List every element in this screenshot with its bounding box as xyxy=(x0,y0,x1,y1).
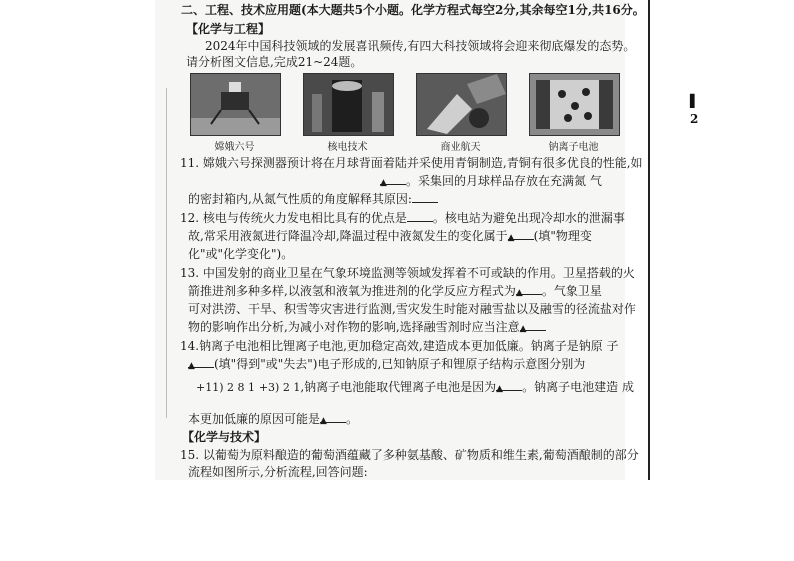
answer-blank[interactable]: ▲ xyxy=(508,229,534,240)
question-14: 14.钠离子电池相比锂离子电池,更加稳定高效,建造成本更加低廉。钠离子是钠原 子 xyxy=(180,339,619,353)
photo-caption: 钠离子电池 xyxy=(548,142,599,153)
question-14-cont: 本更加低廉的原因可能是▲ 。 xyxy=(188,412,359,426)
question-14-cont: ▲ (填"得到"或"失去")电子形成的,已知钠原子和锂原子结构示意图分别为 xyxy=(188,357,586,371)
edge-mark: ▌ xyxy=(690,94,700,108)
battery-photo xyxy=(529,73,620,136)
section-title: 【化学与技术】 xyxy=(182,430,267,444)
answer-blank[interactable]: ▲ xyxy=(496,380,522,391)
question-14-cont: +11) 2 8 1 +3) 2 1,钠离子电池能取代锂离子电池是因为▲ 。钠离子电池建造 成 xyxy=(196,380,634,394)
question-12: 12. 核电与传统火力发电相比具有的优点是 。核电站为避免出现冷却水的泄漏事 xyxy=(180,211,625,225)
photo-caption: 核电技术 xyxy=(327,142,368,153)
answer-blank[interactable] xyxy=(412,192,438,203)
question-11: 11. 嫦娥六号探测器预计将在月球背面着陆并采使用青铜制造,青铜有很多优良的性能,如 xyxy=(180,156,643,170)
question-13-cont: 物的影响作出分析,为减小对作物的影响,选择融雪剂时应当注意▲ xyxy=(188,320,546,334)
margin-rule xyxy=(648,0,650,480)
question-13: 13. 中国发射的商业卫星在气象环境监测等领域发挥着不可或缺的作用。卫星搭载的火 xyxy=(180,266,635,280)
sodium-atom-diagram: +11) 2 8 1 xyxy=(196,381,255,394)
edge-mark: 2 xyxy=(690,112,699,126)
lithium-atom-diagram: +3) 2 1 xyxy=(258,381,301,394)
answer-blank[interactable] xyxy=(407,211,433,222)
nuclear-plant-photo xyxy=(303,73,394,136)
question-13-cont: 箭推进剂多种多样,以液氢和液氧为推进剂的化学反应方程式为▲ 。气象卫星 xyxy=(188,284,602,298)
question-15: 15. 以葡萄为原料酿造的葡萄酒蕴藏了多种氨基酸、矿物质和维生素,葡萄酒酿制的部分 xyxy=(180,448,639,462)
question-11-cont: ▲ 。采集回的月球样品存放在充满氮 气 xyxy=(380,174,602,188)
question-11-cont: 的密封箱内,从氮气性质的角度解释其原因: xyxy=(188,192,438,206)
answer-blank[interactable]: ▲ xyxy=(320,412,346,423)
answer-blank[interactable]: ▲ xyxy=(516,284,542,295)
intro-text: 2024年中国科技领域的发展喜讯频传,有四大科技领域将会迎来彻底爆发的态势。 xyxy=(205,39,636,53)
answer-blank[interactable] xyxy=(380,174,406,188)
question-13-cont: 可对洪涝、干旱、积雪等灾害进行监测,雪灾发生时能对融雪盐以及融雪的径流盐对作 xyxy=(188,302,636,316)
answer-blank[interactable]: ▲ xyxy=(188,357,214,368)
photo-caption: 商业航天 xyxy=(440,142,481,153)
fold-line xyxy=(166,88,167,418)
rocket-photo xyxy=(416,73,507,136)
intro-text: 请分析图文信息,完成21~24题。 xyxy=(186,55,363,69)
photo-caption: 嫦娥六号 xyxy=(214,142,255,153)
question-12-cont: 化"或"化学变化")。 xyxy=(188,247,294,261)
section-title: 【化学与工程】 xyxy=(186,22,271,36)
lunar-lander-photo xyxy=(190,73,281,136)
answer-blank[interactable]: ▲ xyxy=(520,320,546,331)
question-15-cont: 流程如图所示,分析流程,回答问题: xyxy=(188,465,368,479)
blank-marker: ▲ xyxy=(380,178,387,188)
question-12-cont: 故,常采用液氮进行降温冷却,降温过程中液氮发生的变化属于▲ (填"物理变 xyxy=(188,229,592,243)
section-heading: 二、工程、技术应用题(本大题共5个小题。化学方程式每空2分,其余每空1分,共16分。 xyxy=(181,3,645,17)
